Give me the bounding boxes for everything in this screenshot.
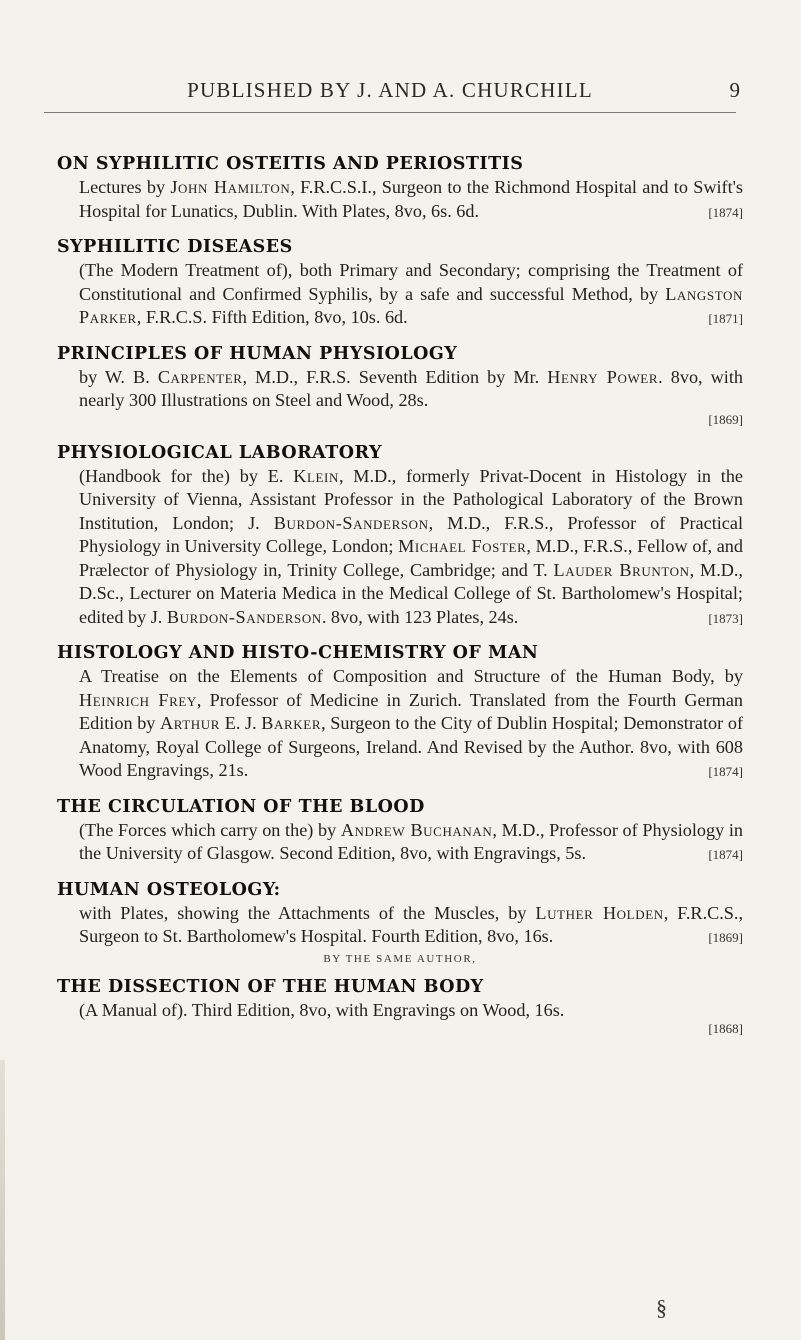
entry-body: (Handbook for the) by E. Klein, M.D., formerly Privat-Docent in Histology in the University of Vienna, Assistant Professor in the Pathological Laboratory of the Brown Institution, London; J. Burdon-Sanderson, M.D., F.R.S., Professor of Practical Physiology in University College, London; Michael Foster, M.D., F.R.S., Fellow of, and Prælector of Physiology in, Trinity College, Cambridge; and T. Lauder Brunton, M.D., D.Sc., Lecturer on Materia Medica in the Medical College of St. Bartholomew's Hospital; edited by J. Burdon-Sanderson. 8vo, with 123 Plates, 24s. [1873] <box>79 465 744 627</box>
entry-date: [1871] <box>708 311 743 326</box>
catalogue-entry <box>57 641 743 783</box>
catalogue-entry <box>57 342 743 429</box>
catalogue-entry <box>57 975 743 1039</box>
entry-date: [1869] <box>708 930 743 945</box>
entry-date: [1873] <box>708 610 743 626</box>
catalogue-entry <box>57 795 743 866</box>
entry-title: THE DISSECTION OF THE HUMAN BODY <box>57 976 484 997</box>
signature-mark: § <box>656 1295 667 1320</box>
page-number: 9 <box>729 78 740 102</box>
by-the-same-author-note: BY THE SAME AUTHOR, <box>323 952 477 965</box>
entry-title: HISTOLOGY AND HISTO-CHEMISTRY OF MAN <box>57 643 539 663</box>
entry-title: PHYSIOLOGICAL LABORATORY <box>57 442 383 463</box>
catalogue-entry <box>57 441 743 630</box>
entry-body: (The Modern Treatment of), both Primary and Secondary; comprising the Treatment of Constitutional and Confirmed Syphilis, by a safe and successful Method, by Langston Parker, F.R.C.S. Fifth Edition, 8vo, 10s. 6d. [1871] <box>79 260 743 327</box>
catalogue-entry <box>57 152 743 223</box>
catalogue-entries <box>57 152 743 1050</box>
page-edge-shadow <box>0 1060 5 1340</box>
entry-title: PRINCIPLES OF HUMAN PHYSIOLOGY <box>57 343 458 364</box>
catalogue-entry <box>57 235 743 330</box>
entry-date: [1874] <box>708 204 743 220</box>
entry-body: by W. B. Carpenter, M.D., F.R.S. Seventh Edition by Mr. Henry Power. 8vo, with nearly 300 Illustrations on Steel and Wood, 28s. <box>79 366 743 410</box>
entry-body: (A Manual of). Third Edition, 8vo, with Engravings on Wood, 16s. <box>79 999 565 1020</box>
entry-title: SYPHILITIC DISEASES <box>57 237 293 257</box>
entry-body: A Treatise on the Elements of Composition and Structure of the Human Body, by Heinrich Frey, Professor of Medicine in Zurich. Translated from the Fourth German Edition by Arthur E. J. Barker, Surgeon to the City of Dublin Hospital; Demonstrator of Anatomy, Royal College of Surgeons, Ireland. And Revised by the Author. 8vo, with 608 Wood Engravings, 21s. [1874] <box>79 666 743 780</box>
entry-title: THE CIRCULATION OF THE BLOOD <box>57 796 425 817</box>
header-rule <box>44 112 736 113</box>
entry-date: [1869] <box>708 411 743 427</box>
entry-body: Lectures by John Hamilton, F.R.C.S.I., Surgeon to the Richmond Hospital and to Swift's Hospital for Lunatics, Dublin. With Plates, 8vo, 6s. 6d. [1874] <box>79 177 743 221</box>
running-head: PUBLISHED BY J. AND A. CHURCHILL <box>187 78 593 102</box>
entry-body: with Plates, showing the Attachments of the Muscles, by Luther Holden, F.R.C.S., Surgeon to St. Bartholomew's Hospital. Fourth Edition, 8vo, 16s. [1869] <box>79 902 743 946</box>
entry-title: ON SYPHILITIC OSTEITIS AND PERIOSTITIS <box>57 154 524 174</box>
entry-date: [1874] <box>708 847 743 862</box>
entry-date: [1868] <box>708 1021 743 1036</box>
catalogue-entry <box>57 878 743 949</box>
page-header <box>40 78 740 103</box>
entry-title: HUMAN OSTEOLOGY: <box>57 879 281 900</box>
entry-body: (The Forces which carry on the) by Andrew Buchanan, M.D., Professor of Physiology in the University of Glasgow. Second Edition, 8vo, with Engravings, 5s. [1874] <box>79 819 743 863</box>
entry-date: [1874] <box>708 764 743 779</box>
